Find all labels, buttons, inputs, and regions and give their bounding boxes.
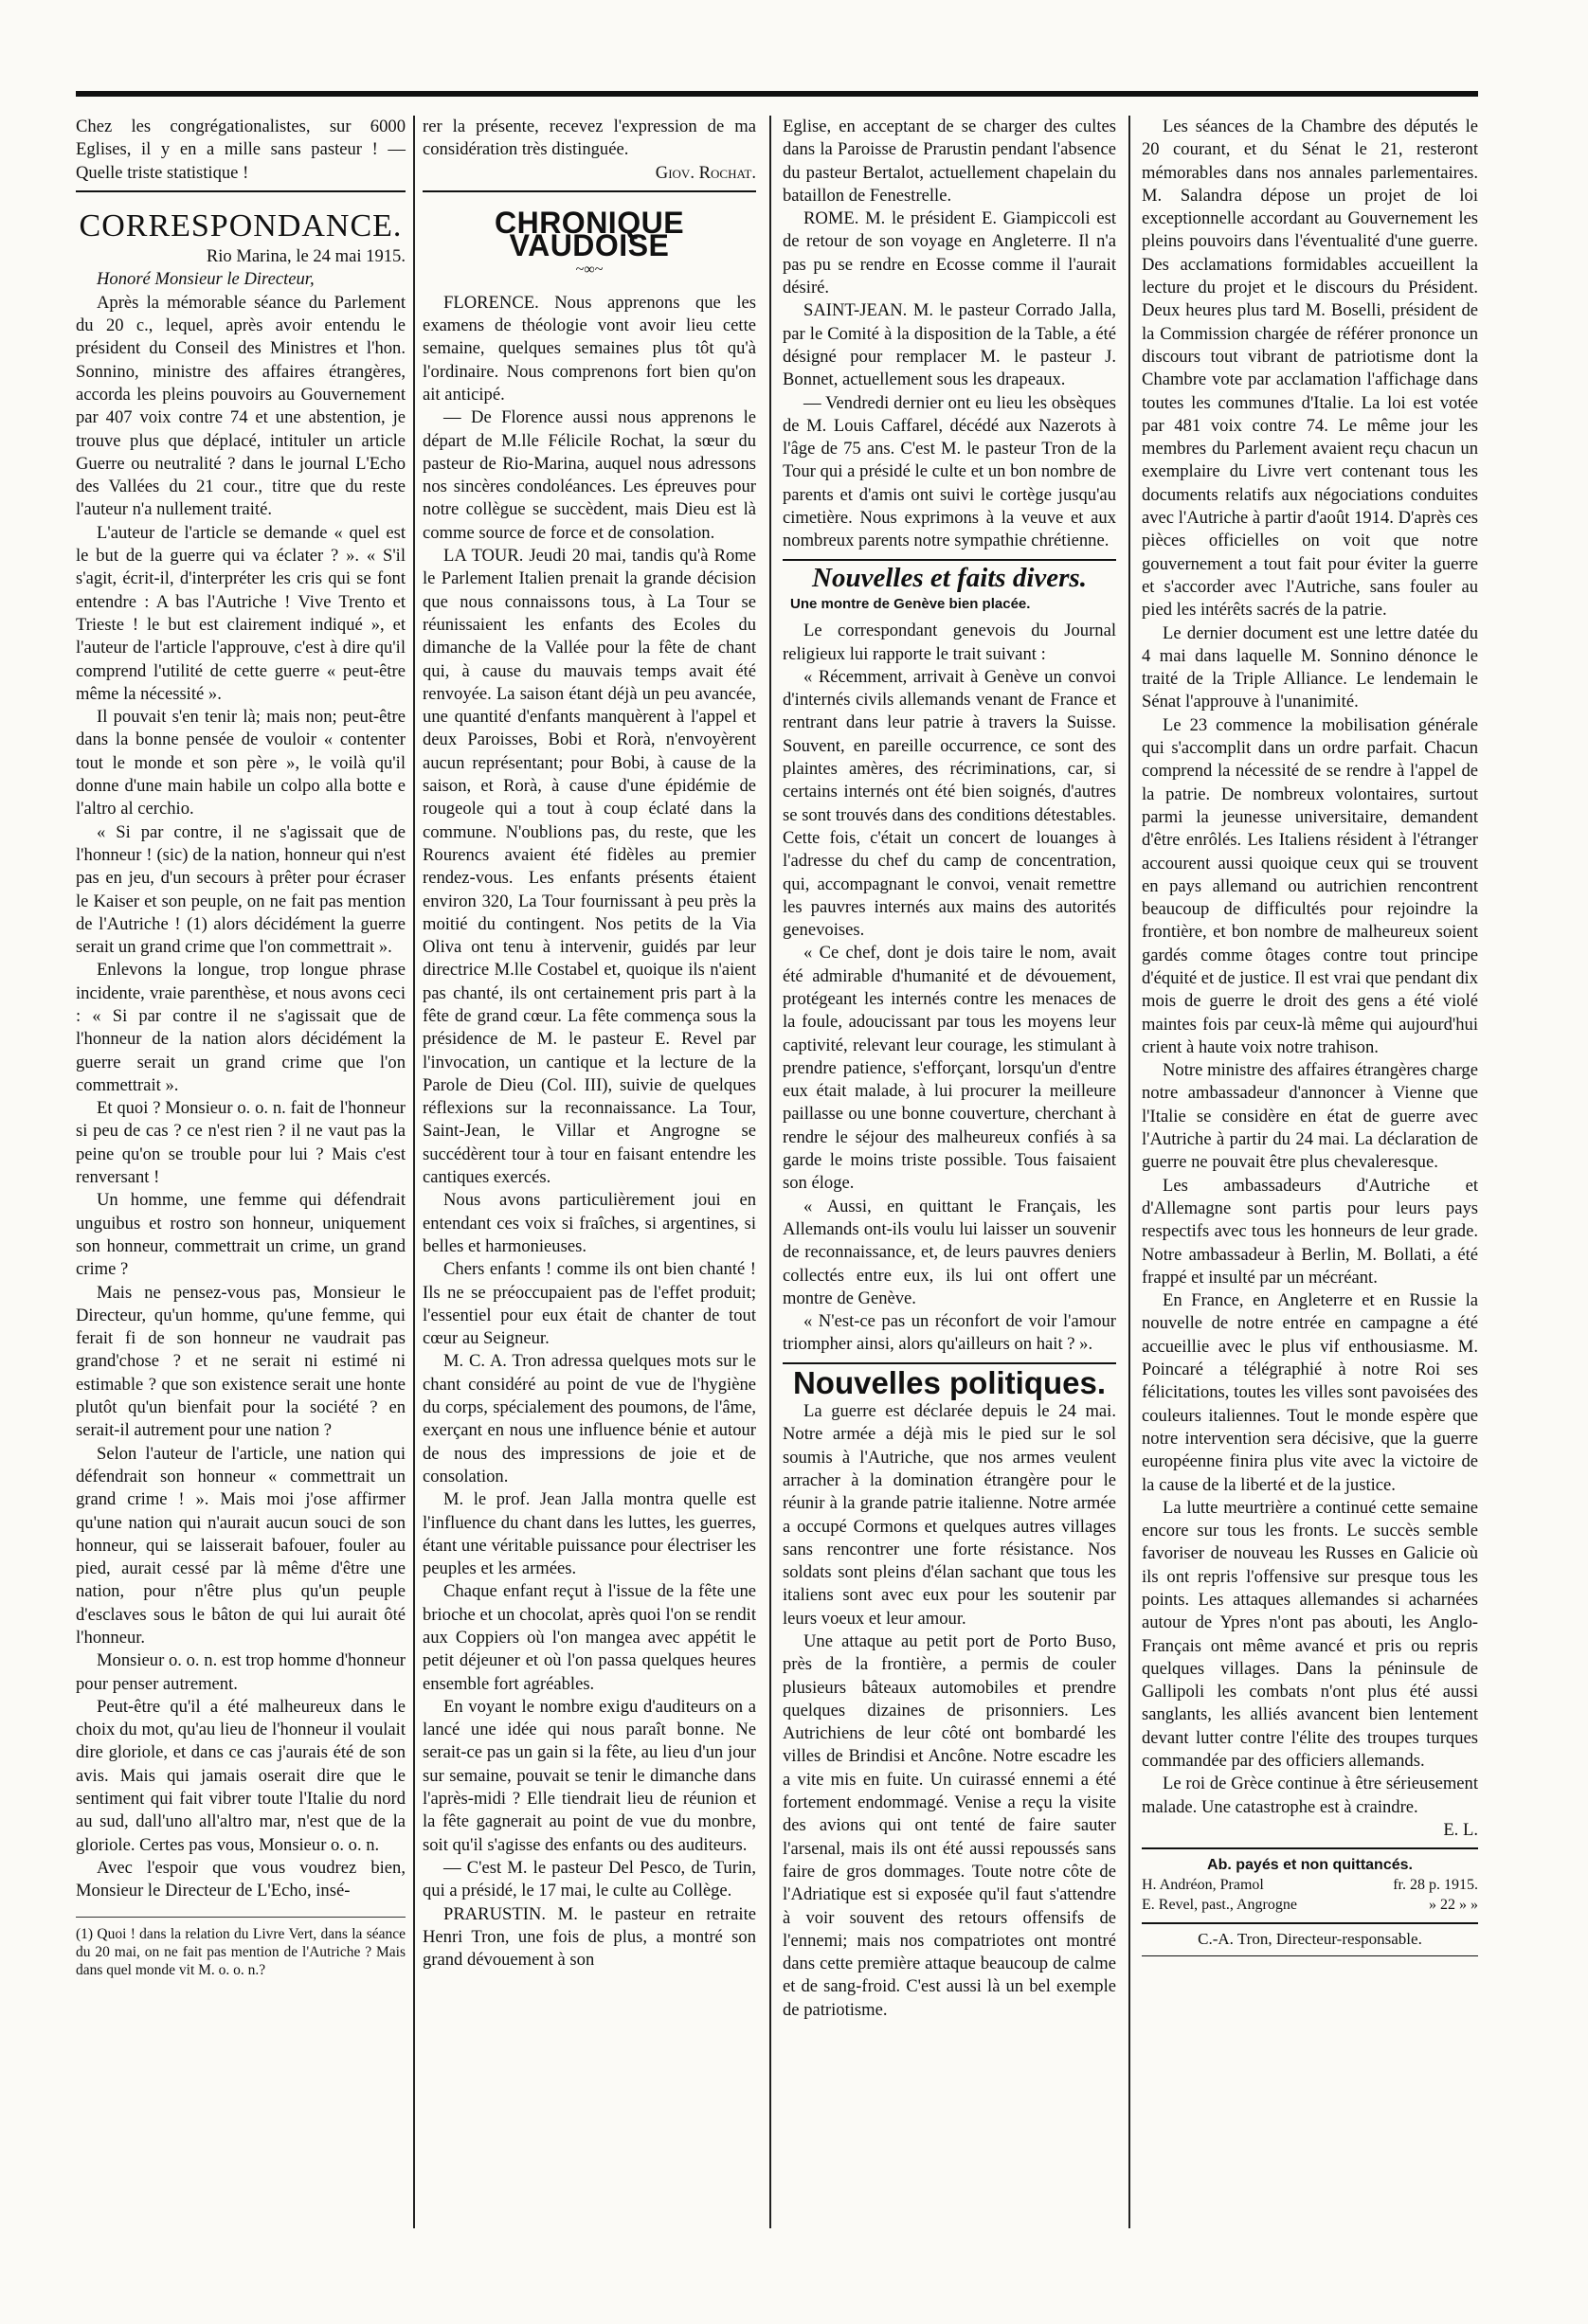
paragraph: Selon l'auteur de l'article, une nation qui défendrait son honneur « commettrait un grand crime ! ». Mais moi j'ose affirmer qu'une nation qui n'aurait aucun souci de son honneur, qui se laisserait bafouer, fouler au pied, aurait cessé par là même d'être une nation, pour n'être plus qu'un peuple d'esclaves sous le bâton de qui lui aurait ôté l'honneur.	[76, 1443, 406, 1648]
paragraph: Le dernier document est une lettre datée du 4 mai dans laquelle M. Sonnino dénonce le traité de la Triple Alliance. Le lendemain le Sénat l'approuve à l'unanimité.	[1142, 622, 1478, 712]
paragraph: Enlevons la longue, trop longue phrase incidente, vraie parenthèse, et nous avons ceci : « Si par contre il ne s'agissait que de l'honneur de la nation alors décidément la guerre serait un grand crime que l'on commettrait ».	[76, 960, 406, 1095]
paragraph: Avec l'espoir que vous voudrez bien, Monsieur le Directeur de L'Echo, insé-	[76, 1857, 406, 1901]
paragraph: Chers enfants ! comme ils ont bien chanté ! Ils ne se préoccupaient pas de l'effet produit; l'essentiel pour eux était de chanter de tout cœur au Seigneur.	[423, 1259, 756, 1349]
paragraph: Notre ministre des affaires étrangères charge notre ambassadeur d'annoncer à Vienne que l'Italie se considère en état de guerre avec l'Autriche à partir du 24 mai. La déclaration de guerre ne pouvait être plus chevaleresque.	[1142, 1060, 1478, 1173]
letter-signature: Giov. Rochat.	[655, 162, 756, 183]
subscription-row	[1142, 1895, 1478, 1915]
column-separator	[1128, 116, 1130, 2228]
paragraph: Chaque enfant reçut à l'issue de la fête une brioche et un chocolat, après quoi l'on se rendit aux Coppiers où l'on mangea avec appétit le petit déjeuner et où l'on passa quelques heures ensemble fort agréables.	[423, 1581, 756, 1694]
paragraph: Le roi de Grèce continue à être sérieusement malade. Une catastrophe est à craindre.	[1142, 1774, 1478, 1817]
footnote	[76, 1917, 406, 1979]
paragraph: Le correspondant genevois du Journal religieux lui rapporte le trait suivant :	[783, 621, 1116, 664]
heading-correspondance: CORRESPONDANCE.	[79, 207, 403, 243]
column-separator	[769, 116, 771, 2228]
section-rule	[783, 559, 1116, 561]
intro-text: Chez les congrégationalistes, sur 6000 Eglises, il y en a mille sans pasteur ! — Quelle triste statistique !	[76, 117, 406, 183]
paragraph: « Si par contre, il ne s'agissait que de l'honneur ! (sic) de la nation, honneur qui n'est pas en jeu, d'un secours à prêter pour écraser le Kaiser et son peuple, on ne fait pas mention de l'Autriche ! (1) alors décidément la guerre serait un grand crime que l'on commettrait ».	[76, 821, 406, 958]
paragraph: — C'est M. le pasteur Del Pesco, de Turin, qui a présidé, le 17 mai, le culte au Collège.	[423, 1857, 756, 1901]
subscriber-name: H. Andréon, Pramol	[1142, 1877, 1264, 1894]
subscription-amount: » 22 » »	[1429, 1897, 1478, 1914]
heading-nouvelles-politiques: Nouvelles politiques.	[792, 1364, 1107, 1400]
paragraph: M. C. A. Tron adressa quelques mots sur le chant considéré au point de vue de l'hygiène du corps, spécialement des poumons, de l'âme, exerçant en nous une influence bénie et autour de nous des impressions de joie et de consolation.	[423, 1351, 756, 1486]
paragraph: Un homme, une femme qui défendrait unguibus et rostro son honneur, uniquement son honneur, commettrait un crime, un grand crime ?	[76, 1190, 406, 1280]
paragraph: ROME. M. le président E. Giampiccoli est de retour de son voyage en Angleterre. Il n'a pas pu se rendre en Ecosse comme il l'aurait désiré.	[783, 208, 1116, 298]
paragraph: Le 23 commence la mobilisation générale qui s'accomplit dans un ordre parfait. Chacun comprend la nécessité de se rendre à l'appel de la patrie. De nombreux volontaires, surtout parmi la jeunesse universitaire, demandent d'être enrôlés. Les Italiens résident à l'étranger accourent aussi quoique ceux qui se trouvent en pays allemand ou autrichien rencontrent beaucoup de difficultés pour rejoindre la frontière, et bon nombre de malheureux soient gardés comme ôtages contre tout principe d'équité et de justice. Il est vrai que pendant dix mois de guerre le droit des gens a été violé maintes fois par ceux-là même qui aujourd'hui crient à haute voix notre trahison.	[1142, 714, 1478, 1057]
footnote-text: (1) Quoi ! dans la relation du Livre Vert, dans la séance du 20 mai, on ne fait pas mention de l'Autriche ? Mais dans quel monde vit M. o. o. n.?	[76, 1925, 406, 1978]
paragraph: La guerre est déclarée depuis le 24 mai. Notre armée a déjà mis le pied sur le sol soumis à l'Autriche, que nos armes veulent arracher à la domination étrangère pour le réunir à la grande patrie italienne. Notre armée a occupé Cormons et quelques autres villages sans rencontrer une forte résistance. Nos soldats sont pleins d'élan sachant que tous les italiens sont avec eux pour les soutenir par leurs voeux et leur amour.	[783, 1401, 1116, 1629]
subheading: Une montre de Genève bien placée.	[790, 595, 1031, 612]
column-separator	[413, 116, 415, 2228]
heading-chronique-vaudoise: CHRONIQUE VAUDOISE	[494, 205, 685, 263]
article-initials: E. L.	[1443, 1819, 1478, 1840]
paragraph: Peut-être qu'il a été malheureux dans le choix du mot, qu'au lieu de l'honneur il voulait dire gloriole, et dans ce cas j'aurais été de son avis. Mais qui jamais oserait dire que le sentiment qui fait vibrer toute l'Italie du nord au sud, dall'uno all'altro mar, n'est que de la gloriole. Certes pas vous, Monsieur o. o. n.	[76, 1696, 406, 1855]
paragraph: Monsieur o. o. n. est trop homme d'honneur pour penser autrement.	[76, 1650, 406, 1694]
subscriptions-box	[1142, 1855, 1478, 1915]
subscription-row	[1142, 1875, 1478, 1895]
column-3	[783, 116, 1116, 2022]
letter-closing: rer la présente, recevez l'expression de ma considération très distinguée.	[423, 117, 756, 160]
paragraph: — De Florence aussi nous apprenons le départ de M.lle Félicile Rochat, la sœur du pasteur de Rio-Marina, auquel nous adressons nos sincères condoléances. Les épreuves pour notre collègue se succèdent, mais Dieu est là comme source de force et de consolation.	[423, 407, 756, 543]
salutation: Honoré Monsieur le Directeur,	[97, 269, 315, 290]
paragraph: Après la mémorable séance du Parlement du 20 c., lequel, après avoir entendu le président du Conseil des Ministres et l'hon. Sonnino, ministre des affaires étrangères, accorda les pleins pouvoirs au Gouvernement par 407 voix contre 74 et une abstention, je trouve plus que déplacé, intituler un article Guerre ou neutralité ? dans le journal L'Echo des Vallées du 21 cour., titre que du reste l'auteur n'a nullement traité.	[76, 292, 406, 520]
publisher-signature: C.-A. Tron, Directeur-responsable.	[1142, 1922, 1478, 1955]
paragraph: LA TOUR. Jeudi 20 mai, tandis qu'à Rome le Parlement Italien prenait la grande décision que nous connaissons tous, à La Tour se réunissaient les enfants des Ecoles du dimanche de la Vallée pour la fête de chant qui, à cause du mauvais temps avait été renvoyée. La saison étant déjà un peu avancée, une quantité d'enfants manquèrent à l'appel et deux Paroisses, Bobi et Rorà, n'envoyèrent aucun représentant; pour Bobi, à cause de la saison, et Rorà, à cause d'une épidémie de rougeole qui a tout à coup éclaté dans la commune. N'oublions pas, du reste, que les Rourencs avaient été fidèles au premier rendez-vous. Les enfants présents étaient environ 320, La Tour fournissant à peu près la moitié du contingent. Nos petits de la Via Oliva ont tenu à intervenir, guidés par leur directrice M.lle Costabel et, quoique ils n'aient pas chanté, ils ont certainement pris part à la fête de grand cœur. La fête commença sous la présidence de M. le pasteur E. Revel par l'invocation, un cantique et la lecture de la Parole de Dieu (Col. III), suivie de quelques réflexions sur la reconnaissance. La Tour, Saint-Jean, le Villar et Angrogne se succédèrent tour à tour en faisant entendre les cantiques exercés.	[423, 546, 756, 1188]
ornament: ~∞~	[575, 261, 604, 279]
dateline: Rio Marina, le 24 mai 1915.	[206, 246, 406, 267]
paragraph: Eglise, en acceptant de se charger des cultes dans la Paroisse de Prarustin pendant l'absence du pasteur Bertalot, actuellement chapelain du bataillon de Fenestrelle.	[783, 117, 1116, 206]
section-rule	[1142, 1847, 1478, 1849]
paragraph: Une attaque au petit port de Porto Buso, près de la frontière, a permis de couler plusieurs bâteaux automobiles et prendre quelques dizaines de prisonniers. Les Autrichiens de leur côté ont bombardé les villes de Brindisi et Ancône. Notre escadre les a vite mis en fuite. Un cuirassé ennemi a été fortement endommagé. Venise a reçu la visite des avions qui ont tenté de faire sauter l'arsenal, mais ils ont été aussi repoussés sans faire de gros dommages. Toute notre côte de l'Adriatique est si exposée qu'il faut s'attendre à voir souvent des retours offensifs de l'ennemi; mais nos compatriotes ont montré dans cette première attaque beaucoup de calme et de sang-froid. C'est aussi là un bel exemple de patriotisme.	[783, 1631, 1116, 2020]
top-rule	[76, 91, 1478, 97]
paragraph: « Aussi, en quittant le Français, les Allemands ont-ils voulu lui laisser un souvenir de reconnaissance, et, de leurs pauvres deniers collectés entre eux, ils lui ont offert une montre de Genève.	[783, 1196, 1116, 1308]
paragraph: La lutte meurtrière a continué cette semaine encore sur tous les fronts. Le succès semble favoriser de nouveau les Russes en Galicie où ils ont repris l'offensive sur presque tous les points. Les attaques allemandes si acharnées autour de Ypres n'ont pas abouti, les Anglo-Français ont même avancé et pris ou repris quelques villages. Dans la péninsule de Gallipoli les combats n'ont plus été aussi sanglants, les alliés avancent bien lentement devant lutter contre l'élite des troupes turques commandée par des officiers allemands.	[1142, 1497, 1478, 1772]
paragraph: — Vendredi dernier ont eu lieu les obsèques de M. Louis Caffarel, décédé aux Nazerots à l'âge de 75 ans. C'est M. le pasteur Tron de la Tour qui a présidé le culte et un bon nombre de parents et d'amis ont suivi le cortège jusqu'au cimetière. Nous exprimons à la veuve et aux nombreux parents notre sympathie chrétienne.	[783, 392, 1116, 551]
paragraph: L'auteur de l'article se demande « quel est le but de la guerre qui va éclater ? ». « S'il s'agit, écrit-il, d'interpréter les cris qui se font entendre : A bas l'Autriche ! Vive Trento et Trieste ! le but est clairement indiqué », et l'auteur de l'article l'approuve, c'est à dire qu'il comprend l'utilité de cette guerre « peut-être même la nécessité ».	[76, 522, 406, 704]
paragraph: « Récemment, arrivait à Genève un convoi d'internés civils allemands venant de France et rentrant dans leur patrie à travers la Suisse. Souvent, en pareille occurrence, ce sont des plaintes amères, des récriminations, car, si certains internés ont été bien soignés, d'autres se sont trouvés dans des conditions détestables. Cette fois, c'était un concert de louanges à l'adresse du chef du camp de concentration, qui, accompagnant le convoi, venait remettre les pauvres internés aux mains des autorités genevoises.	[783, 666, 1116, 941]
paragraph: SAINT-JEAN. M. le pasteur Corrado Jalla, par le Comité à la disposition de la Table, a été désigné pour remplacer M. le pasteur J. Bonnet, actuellement sous les drapeaux.	[783, 300, 1116, 390]
paragraph: Nous avons particulièrement joui en entendant ces voix si fraîches, si argentines, si belles et harmonieuses.	[423, 1190, 756, 1256]
paragraph: M. le prof. Jean Jalla montra quelle est l'influence du chant dans les luttes, les guerres, étant une véritable puissance pour électriser les peuples et les armées.	[423, 1489, 756, 1579]
paragraph: Mais ne pensez-vous pas, Monsieur le Directeur, qu'un homme, qu'une femme, qui ferait fi de son honneur ne vaudrait pas grand'chose ? et ne serait ni estimé ni estimable ? que son existence serait une honte plutôt qu'un bienfait pour la société ? en serait-il autrement pour une nation ?	[76, 1282, 406, 1441]
column-2	[423, 116, 756, 1972]
paragraph: Les ambassadeurs d'Autriche et d'Allemagne sont partis pour leurs pays respectifs avec tous les honneurs de leur grade. Notre ambassadeur à Berlin, M. Bollati, a été frappé et insulté par un mécréant.	[1142, 1175, 1478, 1288]
subscriptions-title: Ab. payés et non quittancés.	[1207, 1857, 1413, 1874]
paragraph: Il pouvait s'en tenir là; mais non; peut-être dans la bonne pensée de vouloir « contenter tout le monde et son père », le voilà qu'il donne d'une main habile un colpo alla botte e l'altro al cerchio.	[76, 707, 406, 820]
paragraph: En voyant le nombre exigu d'auditeurs on a lancé une idée qui nous paraît bonne. Ne serait-ce pas un gain si la fête, au lieu d'un jour sur semaine, pouvait se tenir le dimanche dans l'après-midi ? Elle tiendrait lieu de réunion et la fête gagnerait au point de vue du monbre, soit qu'il s'agisse des enfants ou des auditeurs.	[423, 1696, 756, 1855]
section-rule	[423, 190, 756, 192]
subscription-amount: fr. 28 p. 1915.	[1393, 1877, 1478, 1894]
subscriber-name: E. Revel, past., Angrogne	[1142, 1897, 1297, 1914]
paragraph: Les séances de la Chambre des députés le 20 courant, et du Sénat le 21, resteront mémorables dans nos annales parlementaires. M. Salandra dépose un projet de loi exceptionnelle accordant au Gouvernement les pleins pouvoirs dans l'éventualité d'une guerre. Des acclamations formidables accueillent la lecture du projet et le discours du Président. Deux heures plus tard M. Boselli, président de la Commission chargée de référer prononce un discours tout vibrant de patriotisme dont la Chambre vote par acclamation l'affichage dans toutes les communes d'Italie. La loi est votée par 481 voix contre 74. Le même jour les membres du Parlement avaient reçu chacun un exemplaire du Livre vert contenant tous les documents relatifs aux négociations conduites avec l'Autriche à partir d'août 1914. D'après ces pièces officielles on voit que notre gouvernement a tout fait pour éviter la guerre et s'accorder avec l'Autriche, sans fouler au pied les intérêts sacrés de la patrie.	[1142, 117, 1478, 621]
paragraph: « N'est-ce pas un réconfort de voir l'amour triompher ainsi, alors qu'ailleurs on hait ? ».	[783, 1311, 1116, 1355]
heading-nouvelles-faits-divers: Nouvelles et faits divers.	[812, 562, 1087, 593]
paragraph: Et quoi ? Monsieur o. o. n. fait de l'honneur si peu de cas ? ce n'est rien ? il ne vaut pas la peine qu'on se trouble pour lui ? Mais c'est renversant !	[76, 1098, 406, 1188]
paragraph: PRARUSTIN. M. le pasteur en retraite Henri Tron, une fois de plus, a montré son grand dévouement à son	[423, 1903, 756, 1971]
section-rule	[76, 190, 406, 192]
column-1	[76, 116, 406, 1979]
paragraph: FLORENCE. Nous apprenons que les examens de théologie vont avoir lieu cette semaine, quelques semaines plus tôt qu'à l'ordinaire. Nous comprenons fort bien qu'on ait anticipé.	[423, 292, 756, 405]
section-rule	[783, 1362, 1116, 1364]
paragraph: « Ce chef, dont je dois taire le nom, avait été admirable d'humanité et de dévouement, protégeant les internés contre les menaces de la foule, adoucissant par tous les moyens leur captivité, relevant leur courage, les stimulant à prendre patience, s'efforçant, lorsqu'un d'entre eux était malade, à lui procurer la meilleure paillasse ou une bonne couverture, cherchant à rendre le séjour des malheureux confiés à sa garde le moins triste possible. Tous faisaient son éloge.	[783, 943, 1116, 1194]
column-4	[1142, 116, 1478, 1956]
paragraph: En France, en Angleterre et en Russie la nouvelle de notre entrée en campagne a été accueillie avec le plus vif enthousiasme. M. Poincaré a télégraphié à notre Roi ses félicitations, toutes les villes sont pavoisées des couleurs italiennes. Tout le monde espère que notre intervention sera décisive, que la guerre européenne finira plus vite avec la victoire de la cause de la liberté et de la justice.	[1142, 1290, 1478, 1495]
